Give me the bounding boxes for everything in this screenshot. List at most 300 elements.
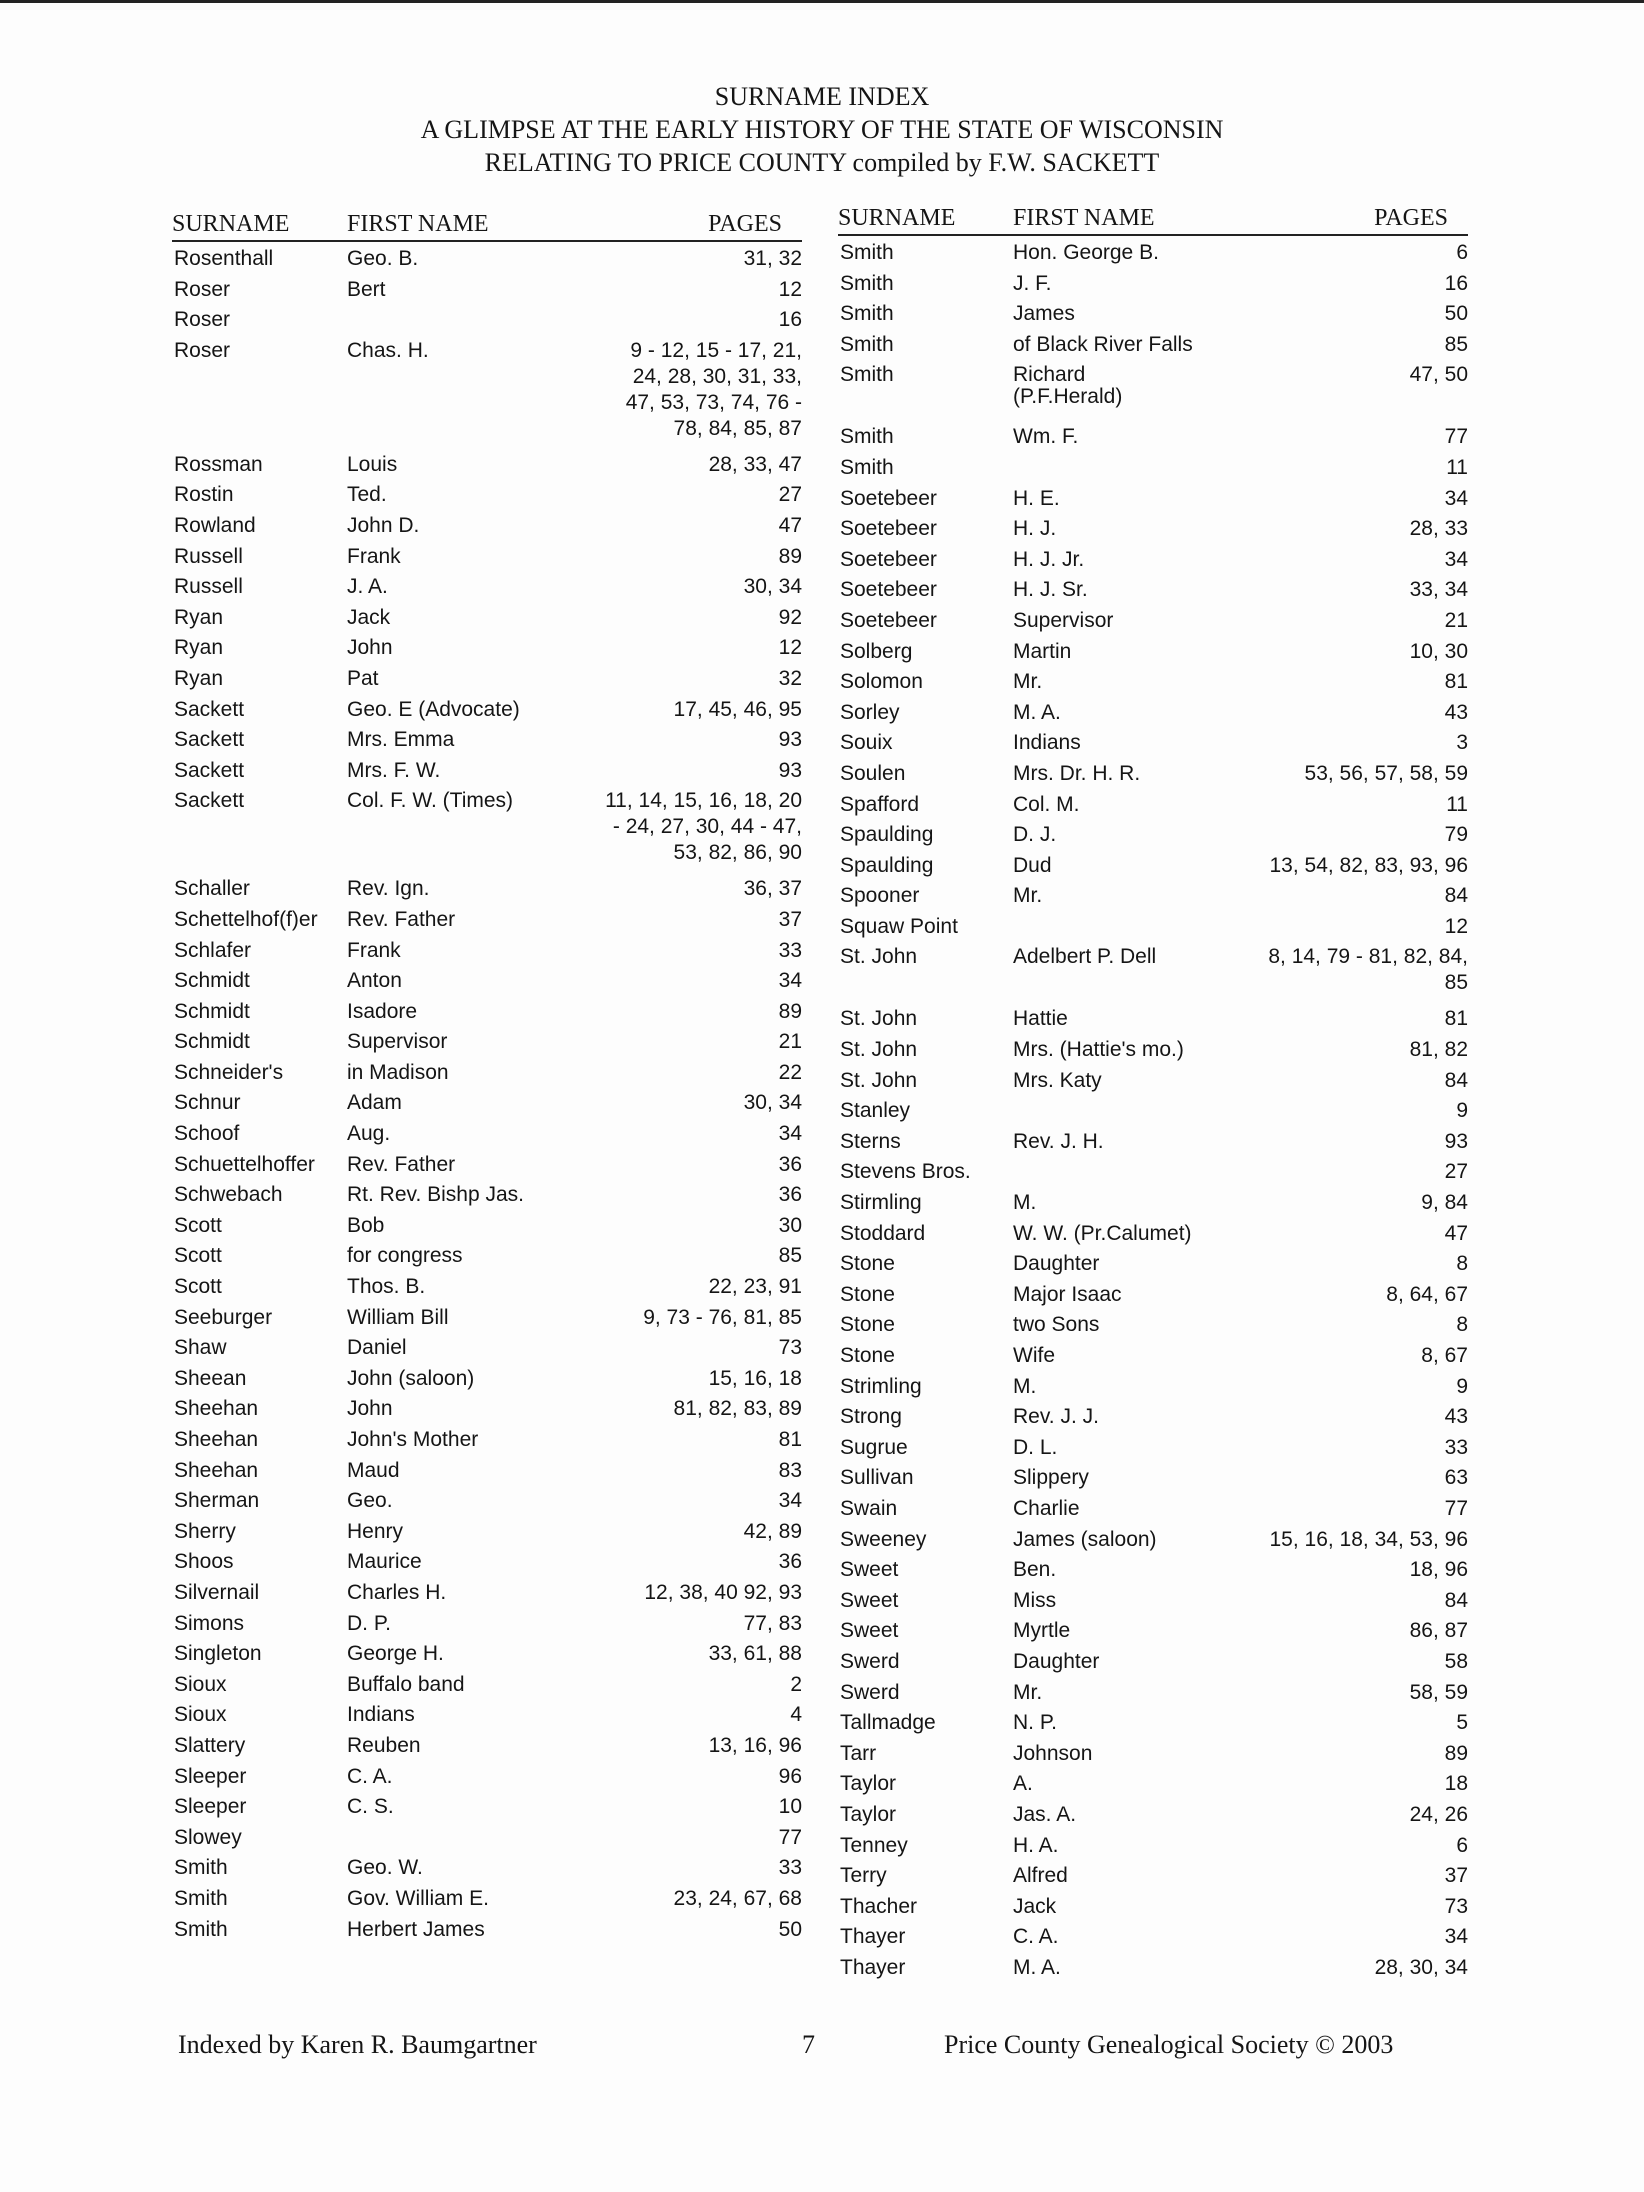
index-entry bbox=[172, 1119, 802, 1150]
index-entry bbox=[838, 1525, 1468, 1556]
entry-pages-line: 16 bbox=[1444, 271, 1468, 295]
entry-pages-line: 43 bbox=[1444, 700, 1468, 724]
entry-pages-line: 58 bbox=[1444, 1649, 1468, 1673]
entry-surname: Shaw bbox=[174, 1336, 227, 1360]
entry-pages bbox=[1410, 1618, 1468, 1644]
index-entry bbox=[838, 1861, 1468, 1892]
entry-surname: Singleton bbox=[174, 1642, 262, 1666]
entry-pages bbox=[744, 1611, 802, 1637]
index-entry bbox=[172, 1823, 802, 1854]
entry-pages bbox=[643, 1305, 802, 1331]
entry-pages-line: 6 bbox=[1456, 1833, 1468, 1857]
entry-pages-line: 31, 32 bbox=[743, 247, 802, 270]
index-entry bbox=[172, 1762, 802, 1793]
entry-surname: Tenney bbox=[840, 1833, 908, 1857]
index-entry bbox=[172, 1853, 802, 1884]
entry-surname: Rowland bbox=[174, 513, 256, 537]
entry-surname: Ryan bbox=[174, 636, 224, 660]
index-entry bbox=[838, 1892, 1468, 1923]
entry-pages bbox=[1445, 332, 1468, 358]
entry-surname: Stevens Bros. bbox=[840, 1160, 971, 1184]
entry-pages-line: 79 bbox=[1444, 823, 1468, 847]
entry-surname: Stone bbox=[840, 1282, 895, 1306]
entry-first-name: of Black River Falls bbox=[1013, 332, 1193, 356]
index-entry bbox=[838, 330, 1468, 361]
entry-pages-line: 30 bbox=[778, 1213, 802, 1237]
entry-pages-line: 17, 45, 46, 95 bbox=[673, 697, 802, 721]
index-entry bbox=[172, 450, 802, 481]
entry-surname: St. John bbox=[840, 1068, 918, 1092]
entry-surname: Thayer bbox=[840, 1925, 906, 1949]
entry-pages-line: 73 bbox=[1444, 1894, 1468, 1918]
index-entry bbox=[838, 1678, 1468, 1709]
entry-pages-line: 8 bbox=[1456, 1313, 1468, 1337]
entry-pages-line: 30, 34 bbox=[743, 1091, 802, 1115]
entry-first-name: John (saloon) bbox=[347, 1366, 475, 1390]
entry-pages bbox=[779, 1121, 802, 1147]
entry-pages bbox=[1445, 271, 1468, 297]
entry-surname: Sugrue bbox=[840, 1435, 908, 1459]
entry-pages-line: 84 bbox=[1444, 1068, 1468, 1092]
entry-first-name: Indians bbox=[1013, 731, 1081, 755]
entry-pages-line: 5 bbox=[1456, 1711, 1468, 1735]
entry-pages bbox=[1445, 1894, 1468, 1920]
entry-first-name: Reuben bbox=[347, 1733, 421, 1757]
index-entry bbox=[172, 1547, 802, 1578]
index-entry bbox=[838, 1922, 1468, 1953]
entry-pages-line: 10 bbox=[778, 1795, 802, 1819]
entry-surname: Taylor bbox=[840, 1772, 897, 1796]
entry-pages-line: 33 bbox=[778, 1856, 802, 1880]
entry-surname: Seeburger bbox=[174, 1305, 273, 1329]
entry-surname: Sherman bbox=[174, 1489, 260, 1513]
entry-surname: Schmidt bbox=[174, 999, 250, 1023]
index-entry bbox=[838, 299, 1468, 330]
entry-first-name: Mrs. Emma bbox=[347, 728, 455, 752]
index-entry bbox=[172, 1394, 802, 1425]
entry-first-name: Gov. William E. bbox=[347, 1886, 489, 1910]
entry-pages-line: 37 bbox=[778, 907, 802, 931]
entry-pages-line: 21 bbox=[778, 1030, 802, 1054]
entry-surname: Smith bbox=[840, 425, 894, 449]
entry-pages-line: 85 bbox=[778, 1244, 802, 1268]
index-entry bbox=[172, 633, 802, 664]
entry-pages-line: 50 bbox=[778, 1917, 802, 1941]
entry-first-name: Col. F. W. (Times) bbox=[347, 789, 514, 813]
index-entry bbox=[838, 1249, 1468, 1280]
entry-pages-line: 42, 89 bbox=[743, 1519, 802, 1543]
entry-pages bbox=[779, 727, 802, 753]
entry-pages bbox=[779, 544, 802, 570]
entry-pages bbox=[1446, 792, 1468, 818]
entry-surname: Soetebeer bbox=[840, 486, 937, 510]
entry-first-name: Martin bbox=[1013, 639, 1072, 663]
index-entry bbox=[838, 1188, 1468, 1219]
entry-pages bbox=[779, 1335, 802, 1361]
entry-first-name: Maud bbox=[347, 1458, 400, 1482]
entry-pages-line: 84 bbox=[1444, 884, 1468, 908]
index-entry bbox=[172, 1639, 802, 1670]
entry-surname: Ryan bbox=[174, 666, 224, 690]
entry-pages bbox=[1445, 1068, 1468, 1094]
entry-surname: Stone bbox=[840, 1252, 895, 1276]
document-subtitle: A GLIMPSE AT THE EARLY HISTORY OF THE STATE OF WISCONSIN bbox=[420, 115, 1224, 144]
entry-first-name: Geo. W. bbox=[347, 1856, 423, 1880]
entry-first-name: in Madison bbox=[347, 1060, 449, 1084]
entry-surname: Thayer bbox=[840, 1955, 906, 1979]
entry-surname: Slattery bbox=[174, 1733, 246, 1757]
index-entry bbox=[172, 1486, 802, 1517]
entry-first-name: Mrs. Katy bbox=[1013, 1068, 1102, 1092]
index-entry bbox=[838, 1280, 1468, 1311]
entry-surname: Schwebach bbox=[174, 1183, 283, 1207]
entry-pages bbox=[1375, 1955, 1468, 1981]
index-entry bbox=[838, 1831, 1468, 1862]
entry-first-name: D. P. bbox=[347, 1611, 391, 1635]
index-entry bbox=[172, 244, 802, 275]
entry-first-name: John D. bbox=[347, 513, 420, 537]
entry-pages-line: 36 bbox=[778, 1550, 802, 1574]
entry-surname: Stone bbox=[840, 1344, 895, 1367]
entry-surname: Tallmadge bbox=[840, 1711, 936, 1735]
entry-pages-line: 3 bbox=[1456, 731, 1468, 755]
entry-pages-line: 81, 82, 83, 89 bbox=[673, 1397, 802, 1421]
entry-pages bbox=[779, 1029, 802, 1055]
entry-surname: Swerd bbox=[840, 1680, 900, 1704]
entry-pages bbox=[1270, 853, 1469, 879]
entry-surname: Silvernail bbox=[174, 1580, 260, 1604]
entry-first-name: Rev. J. J. bbox=[1013, 1405, 1099, 1429]
entry-surname: Ryan bbox=[174, 605, 224, 629]
entry-surname: Swerd bbox=[840, 1649, 900, 1673]
entry-first-name: H. J. Jr. bbox=[1013, 547, 1085, 571]
index-entry bbox=[172, 275, 802, 306]
entry-first-name: M. bbox=[1013, 1191, 1037, 1215]
entry-pages-line: 8, 14, 79 - 81, 82, 84, bbox=[1268, 945, 1468, 969]
entry-surname: Squaw Point bbox=[840, 914, 958, 938]
entry-first-name: Charlie bbox=[1013, 1496, 1080, 1520]
index-entry bbox=[838, 1647, 1468, 1678]
entry-pages-line: 93 bbox=[1444, 1129, 1468, 1153]
entry-first-name: Geo. B. bbox=[347, 247, 419, 270]
entry-pages bbox=[744, 1090, 802, 1116]
entry-pages bbox=[605, 788, 802, 866]
entry-first-name: Daughter bbox=[1013, 1649, 1100, 1673]
entry-pages bbox=[1410, 1802, 1468, 1828]
index-entry bbox=[838, 637, 1468, 668]
entry-pages bbox=[1410, 1680, 1468, 1706]
header-pages: PAGES bbox=[1374, 205, 1448, 231]
entry-surname: Spafford bbox=[840, 792, 920, 816]
entry-surname: St. John bbox=[840, 1007, 918, 1031]
entry-first-name: Ted. bbox=[347, 483, 387, 507]
index-entry bbox=[172, 1333, 802, 1364]
entry-pages-line: 28, 30, 34 bbox=[1374, 1955, 1468, 1979]
index-entry bbox=[172, 1272, 802, 1303]
entry-pages-line: 18, 96 bbox=[1409, 1558, 1468, 1582]
entry-surname: Schneider's bbox=[174, 1060, 284, 1084]
index-entry bbox=[172, 1088, 802, 1119]
index-entry bbox=[172, 1792, 802, 1823]
entry-pages bbox=[1446, 455, 1468, 481]
index-entry bbox=[838, 360, 1468, 422]
entry-first-name: Pat bbox=[347, 666, 379, 690]
entry-first-name: H. J. Sr. bbox=[1013, 578, 1088, 602]
entry-pages-line: 77 bbox=[1444, 425, 1468, 449]
entry-surname: Roser bbox=[174, 308, 231, 332]
entry-pages-line: 15, 16, 18 bbox=[708, 1366, 802, 1390]
index-entry bbox=[838, 484, 1468, 515]
index-entry bbox=[838, 1739, 1468, 1770]
entry-first-name: D. J. bbox=[1013, 823, 1057, 847]
entry-pages bbox=[779, 1764, 802, 1790]
entry-pages bbox=[1268, 944, 1468, 996]
entry-pages bbox=[744, 1519, 802, 1545]
entry-first-name: H. J. bbox=[1013, 517, 1057, 541]
entry-pages-line: 34 bbox=[1444, 1925, 1468, 1949]
entry-first-name-note: (P.F.Herald) bbox=[1013, 385, 1123, 409]
entry-pages-line: 11 bbox=[1446, 455, 1468, 479]
index-entry bbox=[838, 728, 1468, 759]
index-entry bbox=[838, 1157, 1468, 1188]
entry-pages bbox=[1445, 1465, 1468, 1491]
index-entry bbox=[172, 305, 802, 336]
index-entry bbox=[838, 912, 1468, 943]
entry-first-name: Adam bbox=[347, 1091, 402, 1115]
entry-pages-line: 96 bbox=[778, 1764, 802, 1788]
header-pages: PAGES bbox=[708, 211, 782, 237]
index-entry bbox=[172, 664, 802, 695]
entry-pages bbox=[1445, 1129, 1468, 1155]
entry-surname: Spaulding bbox=[840, 853, 934, 877]
index-entry bbox=[172, 756, 802, 787]
index-entry bbox=[838, 1341, 1468, 1372]
entry-surname: Rostin bbox=[174, 483, 234, 507]
entry-pages-line: 18 bbox=[1444, 1772, 1468, 1796]
entry-pages-line: 22 bbox=[778, 1060, 802, 1084]
document-title: SURNAME INDEX bbox=[714, 82, 930, 111]
entry-pages bbox=[1410, 362, 1468, 388]
entry-first-name: for congress bbox=[347, 1244, 463, 1268]
index-entry bbox=[172, 511, 802, 542]
index-entry bbox=[172, 1303, 802, 1334]
entry-pages-line: 9, 73 - 76, 81, 85 bbox=[643, 1305, 802, 1329]
entry-surname: St. John bbox=[840, 945, 918, 969]
index-entry bbox=[838, 851, 1468, 882]
entry-pages-line: 9, 84 bbox=[1421, 1191, 1468, 1215]
entry-pages bbox=[1410, 1557, 1468, 1583]
entry-first-name: Thos. B. bbox=[347, 1275, 426, 1299]
entry-pages-line: 32 bbox=[778, 666, 802, 690]
index-entry bbox=[838, 1035, 1468, 1066]
index-entry bbox=[838, 1800, 1468, 1831]
entry-first-name: D. L. bbox=[1013, 1435, 1058, 1459]
entry-pages-line: 13, 16, 96 bbox=[708, 1733, 802, 1757]
entry-pages bbox=[1445, 1649, 1468, 1675]
entry-first-name: Rev. J. H. bbox=[1013, 1129, 1104, 1153]
entry-surname: Schmidt bbox=[174, 969, 250, 993]
entry-pages-line: 47, 50 bbox=[1409, 363, 1468, 387]
index-entry bbox=[838, 759, 1468, 790]
entry-pages-line: 9 bbox=[1456, 1099, 1468, 1123]
entry-first-name: Rev. Ign. bbox=[347, 877, 430, 901]
entry-first-name: William Bill bbox=[347, 1305, 449, 1329]
entry-pages-line: 27 bbox=[1444, 1160, 1468, 1184]
index-entry bbox=[172, 1364, 802, 1395]
entry-pages-line: 77 bbox=[1444, 1496, 1468, 1520]
entry-surname: Strimling bbox=[840, 1374, 922, 1398]
index-entry bbox=[172, 1058, 802, 1089]
index-entry bbox=[838, 1769, 1468, 1800]
index-entry bbox=[838, 942, 1468, 1004]
index-entry bbox=[838, 1433, 1468, 1464]
entry-first-name: Mr. bbox=[1013, 1680, 1043, 1704]
index-entry bbox=[838, 238, 1468, 269]
entry-pages bbox=[779, 1427, 802, 1453]
entry-first-name: two Sons bbox=[1013, 1313, 1100, 1337]
entry-pages bbox=[779, 1152, 802, 1178]
entry-pages bbox=[1456, 1374, 1468, 1400]
entry-first-name: Hattie bbox=[1013, 1007, 1068, 1031]
entry-pages bbox=[779, 513, 802, 539]
index-entry bbox=[838, 667, 1468, 698]
entry-first-name: A. bbox=[1013, 1772, 1033, 1796]
entry-first-name: Mrs. (Hattie's mo.) bbox=[1013, 1038, 1184, 1062]
entry-pages bbox=[1421, 1343, 1468, 1369]
entry-surname: Schlafer bbox=[174, 938, 252, 962]
index-entry bbox=[838, 1066, 1468, 1097]
entry-first-name: M. bbox=[1013, 1374, 1037, 1398]
index-entry bbox=[838, 606, 1468, 637]
entry-surname: Sheean bbox=[174, 1366, 247, 1390]
entry-surname: Schaller bbox=[174, 877, 250, 901]
entry-pages bbox=[1445, 1435, 1468, 1461]
entry-surname: Soetebeer bbox=[840, 547, 937, 571]
entry-surname: Sherry bbox=[174, 1519, 236, 1543]
entry-pages bbox=[1445, 1221, 1468, 1247]
entry-pages-line: 12 bbox=[1444, 914, 1468, 938]
entry-surname: Shoos bbox=[174, 1550, 234, 1574]
index-entry bbox=[838, 1127, 1468, 1158]
entry-pages bbox=[709, 1366, 802, 1392]
index-entry bbox=[172, 1425, 802, 1456]
index-entry bbox=[838, 1616, 1468, 1647]
entry-first-name: W. W. (Pr.Calumet) bbox=[1013, 1221, 1192, 1245]
entry-pages bbox=[1445, 486, 1468, 512]
entry-pages bbox=[1305, 761, 1468, 787]
index-entry bbox=[172, 786, 802, 874]
index-entry bbox=[172, 997, 802, 1028]
entry-first-name: Herbert James bbox=[347, 1917, 485, 1941]
index-entry bbox=[838, 1372, 1468, 1403]
entry-surname: Soetebeer bbox=[840, 578, 937, 602]
entry-surname: Sheehan bbox=[174, 1458, 259, 1482]
entry-pages-line: 24, 26 bbox=[1409, 1802, 1468, 1826]
entry-pages-line: 13, 54, 82, 83, 93, 96 bbox=[1269, 853, 1468, 877]
entry-first-name: Chas. H. bbox=[347, 338, 429, 362]
entry-pages bbox=[779, 307, 802, 333]
index-entry bbox=[838, 1586, 1468, 1617]
entry-pages-line: 11 bbox=[1446, 792, 1468, 816]
entry-pages-line: 58, 59 bbox=[1409, 1680, 1468, 1704]
index-entry bbox=[838, 1004, 1468, 1035]
index-entry bbox=[838, 1463, 1468, 1494]
entry-first-name: John's Mother bbox=[347, 1428, 479, 1451]
index-entry bbox=[172, 695, 802, 726]
entry-surname: Sheehan bbox=[174, 1428, 259, 1451]
entry-pages bbox=[779, 666, 802, 692]
entry-surname: Stoddard bbox=[840, 1221, 926, 1245]
entry-surname: Spaulding bbox=[840, 823, 934, 847]
entry-surname: Stirmling bbox=[840, 1191, 922, 1215]
entry-pages-line: 6 bbox=[1456, 241, 1468, 264]
entry-first-name: Jas. A. bbox=[1013, 1802, 1077, 1826]
entry-first-name: James bbox=[1013, 302, 1075, 326]
entry-first-name: James (saloon) bbox=[1013, 1527, 1157, 1551]
entry-surname: Souix bbox=[840, 731, 893, 755]
entry-surname: Sleeper bbox=[174, 1764, 247, 1788]
entry-pages bbox=[1456, 1710, 1468, 1736]
entry-pages bbox=[779, 1213, 802, 1239]
entry-pages-line: 81, 82 bbox=[1409, 1038, 1468, 1062]
header-surname: SURNAME bbox=[838, 205, 956, 231]
index-entry bbox=[172, 874, 802, 905]
entry-first-name: Henry bbox=[347, 1519, 404, 1543]
footer-society: Price County Genealogical Society © 2003 bbox=[944, 2030, 1394, 2059]
entry-pages-line: 85 bbox=[1444, 971, 1468, 995]
entry-surname: Sheehan bbox=[174, 1397, 259, 1421]
entry-first-name: J. F. bbox=[1013, 271, 1052, 295]
index-entry bbox=[172, 1180, 802, 1211]
entry-pages bbox=[779, 907, 802, 933]
entry-pages-line: 9 bbox=[1456, 1374, 1468, 1398]
index-entry bbox=[838, 1953, 1468, 1984]
entry-pages bbox=[1445, 822, 1468, 848]
entry-surname: Soetebeer bbox=[840, 517, 937, 541]
entry-pages bbox=[1456, 1312, 1468, 1338]
entry-pages bbox=[709, 452, 802, 478]
entry-pages-line: 34 bbox=[1444, 547, 1468, 571]
entry-pages bbox=[1445, 547, 1468, 573]
entry-pages-line: 30, 34 bbox=[743, 575, 802, 599]
entry-first-name: Charles H. bbox=[347, 1580, 447, 1604]
entry-surname: Swain bbox=[840, 1496, 898, 1520]
entry-pages bbox=[674, 697, 802, 723]
entry-pages-line: 73 bbox=[778, 1336, 802, 1360]
entry-pages-line: 21 bbox=[1444, 608, 1468, 632]
entry-pages bbox=[779, 1243, 802, 1269]
entry-first-name: Slippery bbox=[1013, 1466, 1089, 1490]
entry-pages bbox=[779, 1855, 802, 1881]
entry-first-name: Frank bbox=[347, 938, 401, 962]
entry-pages-line: 47 bbox=[778, 513, 802, 537]
entry-surname: Sleeper bbox=[174, 1795, 247, 1819]
entry-pages bbox=[1410, 1037, 1468, 1063]
entry-pages-line: 15, 16, 18, 34, 53, 96 bbox=[1269, 1527, 1468, 1551]
entry-surname: Simons bbox=[174, 1611, 245, 1635]
entry-pages bbox=[1456, 1251, 1468, 1277]
entry-pages bbox=[779, 1794, 802, 1820]
entry-pages-line: 78, 84, 85, 87 bbox=[673, 416, 802, 440]
entry-pages-line: 9 - 12, 15 - 17, 21, bbox=[630, 338, 802, 362]
entry-pages-line: 36, 37 bbox=[743, 877, 802, 901]
entry-pages-line: 33, 34 bbox=[1409, 578, 1468, 602]
index-entry bbox=[838, 1219, 1468, 1250]
entry-pages bbox=[779, 968, 802, 994]
entry-surname: Rossman bbox=[174, 452, 263, 476]
index-entry bbox=[838, 1708, 1468, 1739]
entry-pages-line: 4 bbox=[790, 1703, 802, 1727]
